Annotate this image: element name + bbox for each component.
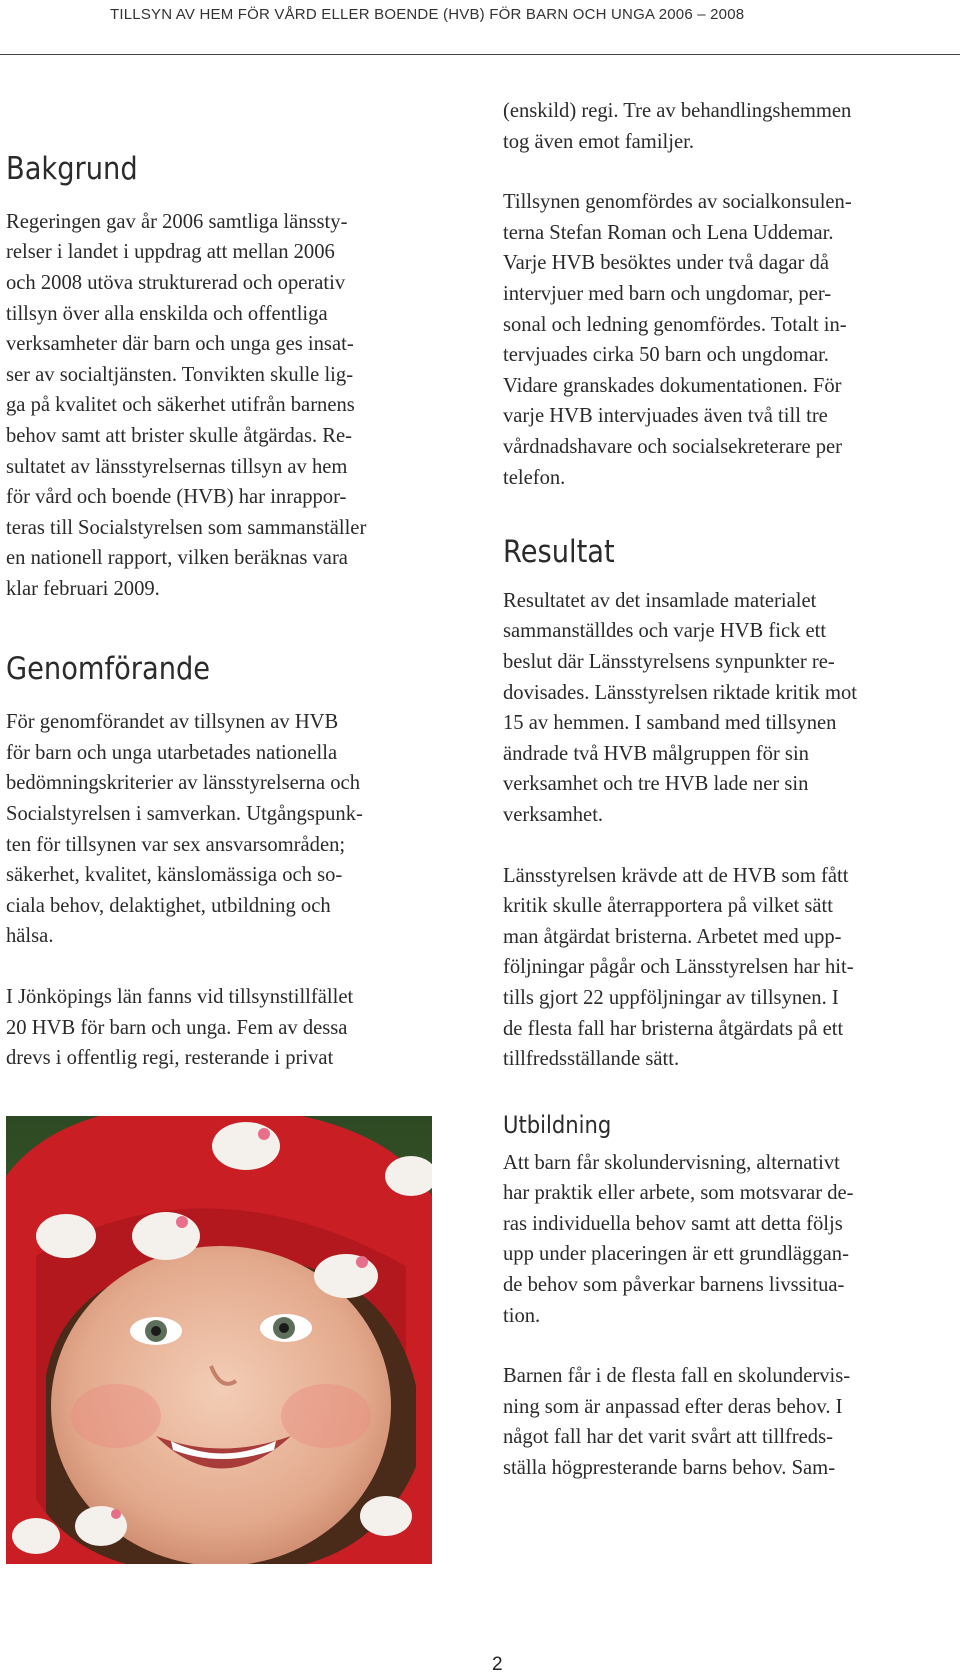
text-line: bedömningskriterier av länsstyrelserna och — [6, 772, 360, 795]
text-line: 15 av hemmen. I samband med tillsynen — [503, 712, 837, 735]
text-line: behov samt att brister skulle åtgärdas. Re- — [6, 424, 352, 447]
text-line: tervjuades cirka 50 barn och ungdomar. — [503, 344, 829, 367]
text-line: verksamhet. — [503, 804, 604, 827]
text-line: de flesta fall har bristerna åtgärdats på ett — [503, 1017, 844, 1040]
text-line: ställa högpresterande barns behov. Sam- — [503, 1456, 836, 1479]
text-line: dovisades. Länsstyrelsen riktade kritik mot — [503, 681, 858, 704]
text-line: Vidare granskades dokumentationen. För — [503, 374, 842, 397]
text-line: (enskild) regi. Tre av behandlingshemmen — [503, 100, 852, 122]
text-line: något fall har det varit svårt att tillfreds- — [503, 1426, 833, 1449]
heading-bakgrund: Bakgrund — [6, 151, 138, 187]
paragraph-genomforande-1 — [6, 707, 438, 952]
text-line: intervjuer med barn och ungdomar, per- — [503, 282, 832, 305]
right-column — [503, 96, 935, 1484]
text-line: verksamheter där barn och unga ges insat- — [6, 333, 354, 356]
text-line: Varje HVB besöktes under två dagar då — [503, 252, 829, 275]
heading-resultat: Resultat — [503, 534, 615, 571]
text-line: ga på kvalitet och säkerhet utifrån barnens — [6, 394, 355, 417]
text-line: varje HVB intervjuades även två till tre — [503, 405, 828, 428]
text-line: följningar pågår och Länsstyrelsen har hit- — [503, 956, 854, 979]
left-column — [6, 150, 438, 1074]
paragraph-resultat-1 — [503, 586, 935, 831]
text-line: drevs i offentlig regi, resterande i privat — [6, 1047, 334, 1070]
text-line: de behov som påverkar barnens livssitua- — [503, 1273, 845, 1296]
text-line: upp under placeringen är ett grundläggan- — [503, 1243, 849, 1266]
text-line: har praktik eller arbete, som motsvarar de- — [503, 1182, 854, 1205]
text-line: för vård och boende (HVB) har inrappor- — [6, 486, 347, 509]
text-line: ras individuella behov samt att detta följs — [503, 1212, 843, 1235]
text-line: I Jönköpings län fanns vid tillsynstillfället — [6, 985, 354, 1008]
text-line: Länsstyrelsen krävde att de HVB som fått — [503, 864, 849, 887]
text-line: kritik skulle återrapportera på vilket sätt — [503, 895, 833, 918]
text-line: och 2008 utöva strukturerad och operativ — [6, 271, 346, 294]
text-line: ändrade två HVB målgruppen för sin — [503, 742, 809, 765]
text-line: säkerhet, kvalitet, känslomässiga och so- — [6, 864, 343, 887]
text-line: Barnen får i de flesta fall en skolundervis- — [503, 1365, 851, 1388]
text-line: sonal och ledning genomfördes. Totalt in- — [503, 313, 847, 336]
running-header-title: TILLSYN AV HEM FÖR VÅRD ELLER BOENDE (HVB) FÖR BARN OCH UNGA 2006 – 2008 — [110, 6, 745, 23]
text-line: sultatet av länsstyrelsernas tillsyn av hem — [6, 455, 348, 478]
text-line: tillfredsställande sätt. — [503, 1048, 680, 1071]
text-line: relser i landet i uppdrag att mellan 2006 — [6, 241, 335, 264]
text-line: tion. — [503, 1304, 541, 1327]
page-header — [0, 0, 960, 55]
text-line: ning som är anpassad efter deras behov. I — [503, 1395, 843, 1418]
heading-genomforande: Genomförande — [6, 651, 211, 688]
paragraph-resultat-2 — [503, 861, 935, 1075]
text-line: tillsyn över alla enskilda och offentliga — [6, 302, 328, 325]
text-line: tills gjort 22 uppföljningar av tillsynen. I — [503, 987, 839, 1009]
text-line: Tillsynen genomfördes av socialkonsulen- — [503, 191, 852, 214]
text-line: teras till Socialstyrelsen som sammanställer — [6, 516, 367, 539]
text-line: sammanställdes och varje HVB fick ett — [503, 620, 827, 643]
paragraph-bakgrund — [6, 207, 438, 605]
child-photo — [6, 1116, 432, 1564]
text-line: för barn och unga utarbetades nationella — [6, 741, 338, 764]
text-line: Socialstyrelsen i samverkan. Utgångspunk- — [6, 803, 363, 825]
text-line: en nationell rapport, vilken beräknas vara — [6, 547, 348, 570]
text-line: beslut där Länsstyrelsens synpunkter re- — [503, 651, 835, 674]
text-line: verksamhet och tre HVB lade ner sin — [503, 773, 809, 796]
text-line: ser av socialtjänsten. Tonvikten skulle lig- — [6, 363, 354, 386]
text-line: hälsa. — [6, 925, 54, 948]
text-line: ten för tillsynen var sex ansvarsområden; — [6, 833, 346, 856]
page-number: 2 — [492, 1654, 503, 1675]
heading-utbildning: Utbildning — [503, 1110, 612, 1139]
paragraph-genomforande-3 — [503, 187, 935, 493]
text-line: vårdnadshavare och socialsekreterare per — [503, 435, 843, 458]
text-line: Resultatet av det insamlade materialet — [503, 589, 817, 612]
text-line: För genomförandet av tillsynen av HVB — [6, 711, 339, 734]
text-line: Regeringen gav år 2006 samtliga länssty- — [6, 210, 348, 233]
text-line: Att barn får skolundervisning, alternativt — [503, 1151, 840, 1174]
paragraph-utbildning-1 — [503, 1148, 935, 1332]
text-line: man åtgärdat bristerna. Arbetet med upp- — [503, 925, 842, 948]
text-line: 20 HVB för barn och unga. Fem av dessa — [6, 1016, 348, 1039]
text-line: tog även emot familjer. — [503, 130, 695, 153]
text-line: klar februari 2009. — [6, 577, 160, 600]
paragraph-utbildning-2 — [503, 1361, 935, 1483]
paragraph-genomforande-2 — [6, 982, 438, 1074]
text-line: terna Stefan Roman och Lena Uddemar. — [503, 221, 834, 244]
text-line: ciala behov, delaktighet, utbildning och — [6, 894, 331, 917]
paragraph-genomforande-continuation — [503, 96, 935, 157]
text-line: telefon. — [503, 466, 566, 489]
